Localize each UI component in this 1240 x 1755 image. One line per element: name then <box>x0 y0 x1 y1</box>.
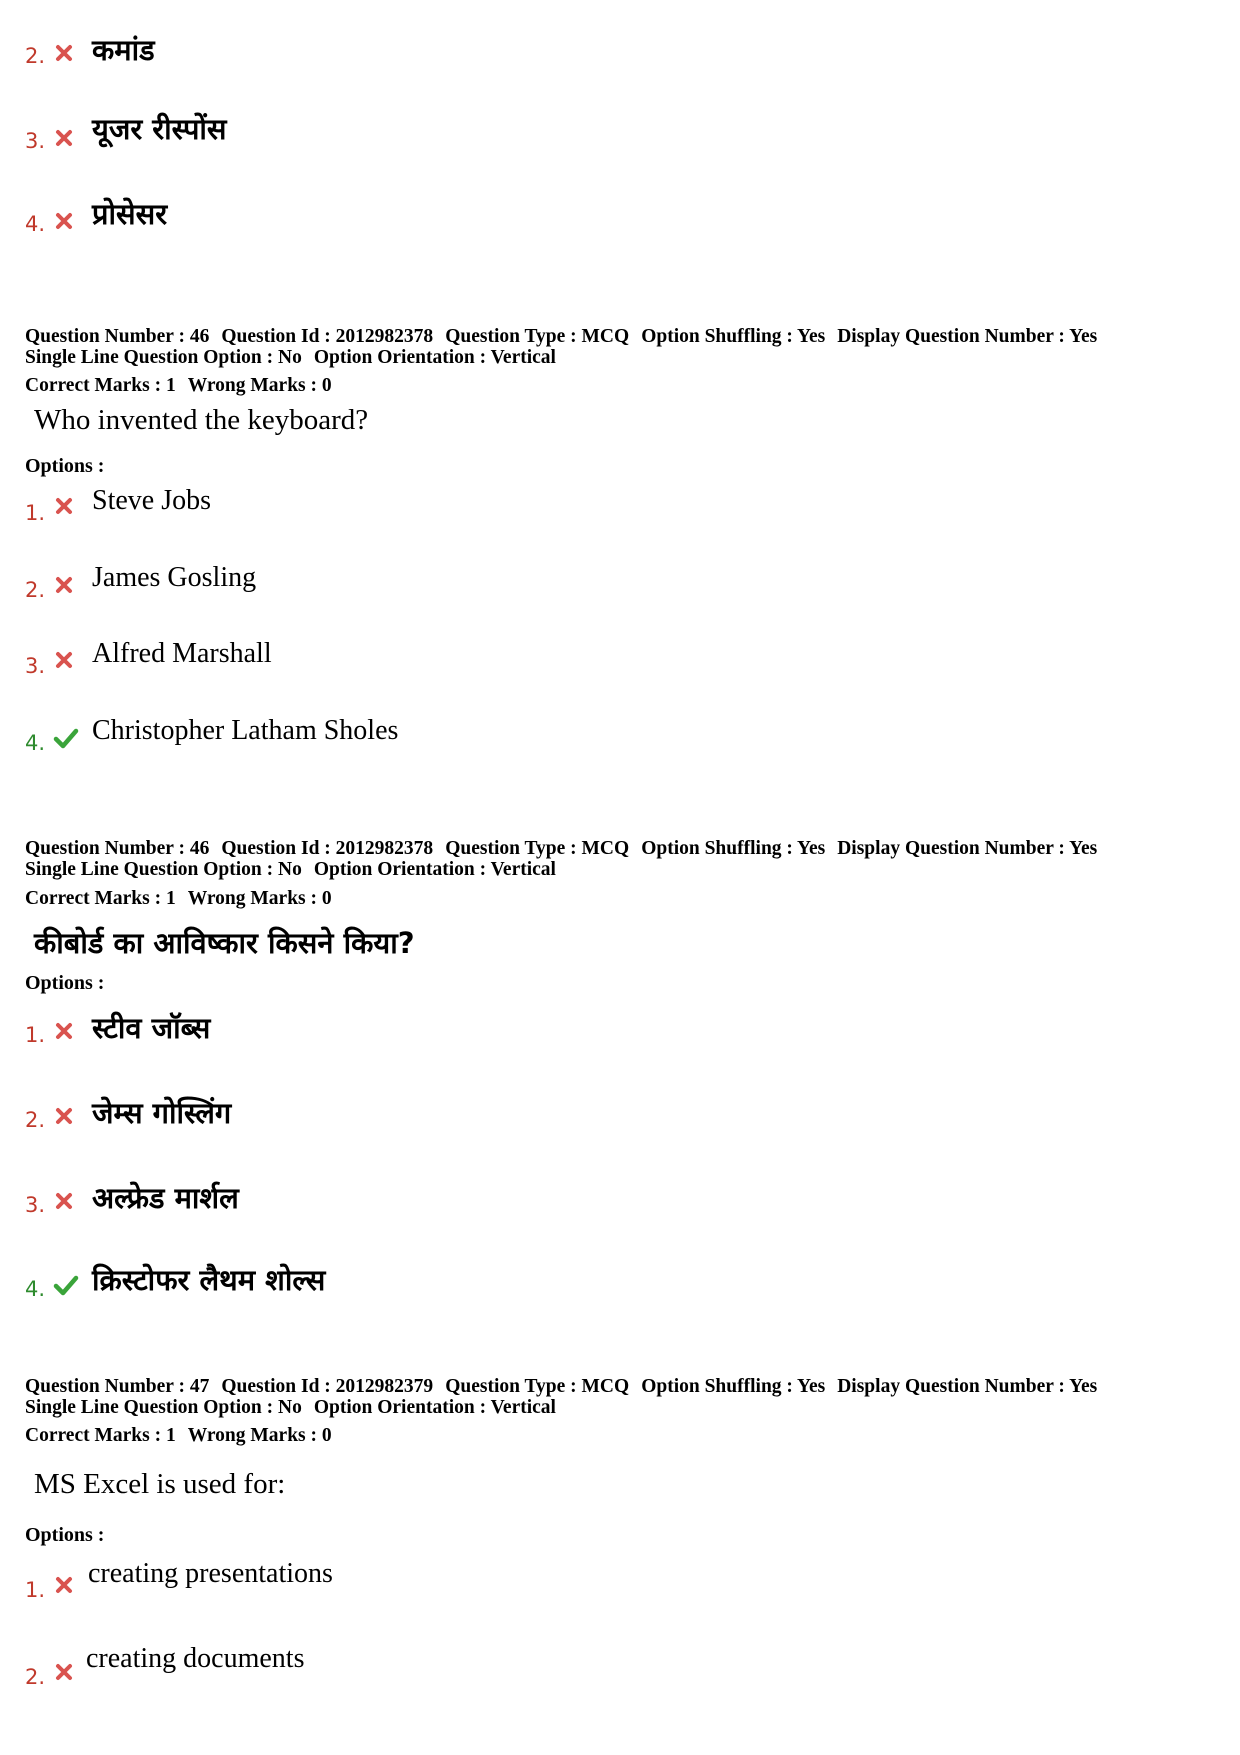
option-text: स्टीव जॉब्स <box>92 1011 211 1045</box>
option-number: 2. <box>25 578 46 602</box>
option-row <box>0 1008 1240 1068</box>
wrong-mark-icon <box>53 1661 75 1683</box>
question-meta: Question Number : 46 Question Id : 2012982378 Question Type : MCQ Option Shuffling : Yes Display Question Number : Yes <box>25 838 1098 859</box>
option-text: Christopher Latham Sholes <box>92 715 399 746</box>
option-text: Alfred Marshall <box>92 638 272 669</box>
check-mark-icon <box>53 727 79 749</box>
wrong-mark-icon <box>53 574 75 596</box>
marks-info: Correct Marks : 1 Wrong Marks : 0 <box>25 375 332 396</box>
option-text: अल्फ्रेड मार्शल <box>92 1181 239 1215</box>
option-row <box>0 197 1240 260</box>
wrong-mark-icon <box>53 649 75 671</box>
option-row <box>0 562 1240 622</box>
wrong-mark-icon <box>53 210 75 232</box>
question-text: कीबोर्ड का आविष्कार किसने किया? <box>34 926 415 960</box>
option-row <box>0 112 1240 175</box>
option-number: 3. <box>25 654 46 678</box>
question-text: MS Excel is used for: <box>34 1468 286 1500</box>
question-meta: Single Line Question Option : No Option Orientation : Vertical <box>25 1397 556 1418</box>
wrong-mark-icon <box>53 495 75 517</box>
options-label: Options : <box>25 972 105 994</box>
option-text: creating presentations <box>88 1558 333 1589</box>
option-text: क्रिस्टोफर लैथम शोल्स <box>92 1263 326 1297</box>
option-text: creating documents <box>86 1643 305 1674</box>
wrong-mark-icon <box>53 42 75 64</box>
option-number: 4. <box>25 731 46 755</box>
options-label: Options : <box>25 455 105 477</box>
options-label: Options : <box>25 1524 105 1546</box>
option-text: जेम्स गोस्लिंग <box>92 1096 232 1130</box>
option-number: 2. <box>25 1108 46 1132</box>
wrong-mark-icon <box>53 1105 75 1127</box>
wrong-mark-icon <box>53 1190 75 1212</box>
option-number: 2. <box>25 44 46 68</box>
option-row <box>0 638 1240 698</box>
option-text: कमांड <box>92 33 155 67</box>
option-text: Steve Jobs <box>92 485 211 516</box>
wrong-mark-icon <box>53 127 75 149</box>
option-row <box>0 1643 1240 1703</box>
wrong-mark-icon <box>53 1020 75 1042</box>
option-row <box>0 1558 1240 1618</box>
question-meta: Question Number : 46 Question Id : 2012982378 Question Type : MCQ Option Shuffling : Yes Display Question Number : Yes <box>25 326 1098 347</box>
option-number: 4. <box>25 212 46 236</box>
question-meta: Question Number : 47 Question Id : 2012982379 Question Type : MCQ Option Shuffling : Yes Display Question Number : Yes <box>25 1376 1098 1397</box>
marks-info: Correct Marks : 1 Wrong Marks : 0 <box>25 888 332 909</box>
option-number: 1. <box>25 1023 46 1047</box>
option-text: James Gosling <box>92 562 257 593</box>
marks-info: Correct Marks : 1 Wrong Marks : 0 <box>25 1425 332 1446</box>
wrong-mark-icon <box>53 1574 75 1596</box>
option-row <box>0 1262 1240 1322</box>
option-number: 4. <box>25 1277 46 1301</box>
check-mark-icon <box>53 1274 79 1296</box>
question-text: Who invented the keyboard? <box>34 404 369 436</box>
option-text: प्रोसेसर <box>92 197 168 231</box>
option-number: 3. <box>25 1193 46 1217</box>
option-number: 1. <box>25 1578 46 1602</box>
question-meta: Single Line Question Option : No Option Orientation : Vertical <box>25 347 556 368</box>
option-number: 2. <box>25 1665 46 1689</box>
option-row <box>0 715 1240 775</box>
option-row <box>0 485 1240 545</box>
option-number: 1. <box>25 501 46 525</box>
option-row <box>0 1178 1240 1238</box>
option-number: 3. <box>25 129 46 153</box>
option-row <box>0 30 1240 90</box>
question-meta: Single Line Question Option : No Option Orientation : Vertical <box>25 859 556 880</box>
option-row <box>0 1093 1240 1153</box>
option-text: यूजर रीस्पोंस <box>92 112 227 146</box>
